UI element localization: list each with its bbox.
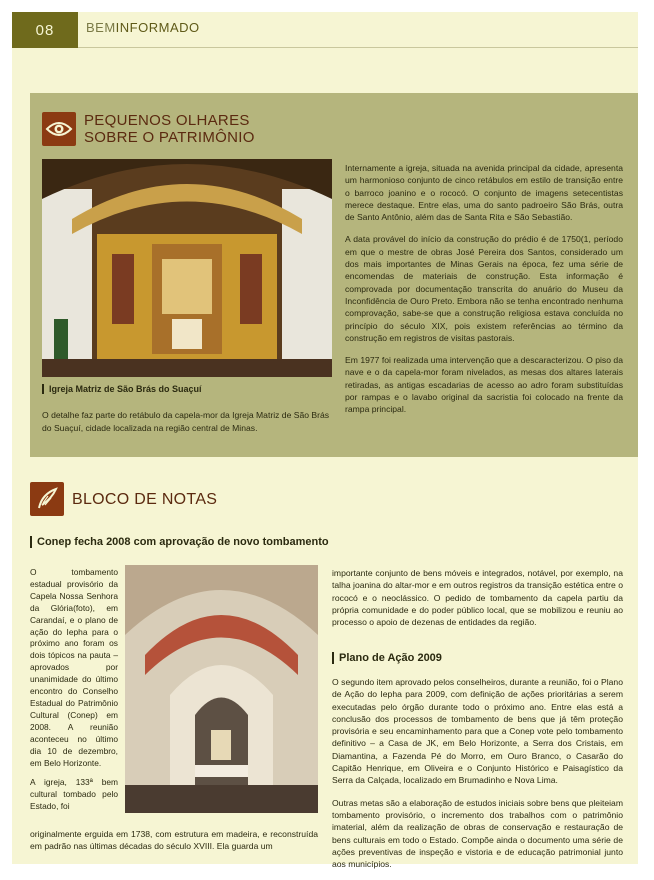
header-divider [78, 47, 638, 48]
photo-caption: O detalhe faz parte do retábulo da capela-mor da Igreja Matriz de São Brás do Suaçuí, cidade localizada na região central de Minas. [42, 410, 330, 433]
page-number: 08 [12, 12, 78, 48]
brand-prefix: BEM [86, 20, 116, 35]
article1-paragraph: O tombamento estadual provisório da Capela Nossa Senhora da Glória(foto), em Carandaí, e o plano de ação do Iepha para o próximo ano foram os dois tópicos na pauta – aprovados por unanimidade do último encontro do Conselho Estadual do Patrimônio Cultural (Conep) em 2008. A reunião aconteceu no último dia 10 de dezembro, em Belo Horizonte. [30, 567, 118, 768]
chapel-interior-photo [125, 565, 318, 813]
article2-paragraph: O segundo item aprovado pelos conselheiros, durante a reunião, foi o Plano de Ação do Iepha para 2009, com definição de ações prioritárias a serem executadas pelo órgão durante todo o próximo ano. Entre elas está a conclusão dos processos de tombamento de bens que já têm proteção provisória e seu encaminhamento para que a Conep vote pelo tombamento definitivo – a Casa de JK, em Belo Horizonte, a Serra dos Cristais, em Diamantina, a Fazenda Pé do Morro, em Ouro Branco, o Casarão do Capitão Henrique, em Oliveira e o Conjunto Histórico e Paisagístico da Serra da Calçada, localizado em Brumadinho e Nova Lima. [332, 677, 623, 786]
article1-title: Conep fecha 2008 com aprovação de novo tombamento [30, 536, 329, 548]
section1-paragraph: Em 1977 foi realizada uma intervenção que a descaracterizou. O piso da nave e o da capela-mor foram nivelados, as mesas dos altares laterais retiradas, as antigas escadarias de acesso ao adro foram substituídas por rampas e o lavabo original da sacristia foi colocado na frente da rampa principal. [345, 355, 623, 415]
section1-title-line2: SOBRE O PATRIMÔNIO [84, 129, 255, 146]
article1-right-column: importante conjunto de bens móveis e integrados, notável, por exemplo, na talha joanina do altar-mor e em outros registros da transição estética entre o rococó e o neoclássico. O pedido de tombamento da capela partiu da própria comunidade e do poder público local, que se mobilizou e reuniu ao processo o apoio de dezenas de entidades da região. [332, 568, 623, 628]
article2-title: Plano de Ação 2009 [332, 652, 442, 664]
article2-body [332, 676, 623, 880]
article1-left-column [30, 567, 118, 821]
section1-paragraph: A data provável do início da construção do prédio é de 1750(1, período em que o mestre de obras José Pereira dos Santos, considerado um dos mais importantes de Minas Gerais na época, fez uma série de encomendas de materiais de construção. Esta informação é comprovada por documentação transcrita do anuário do Museu da Inconfidência de Ouro Preto. Embora não se tenha encontrado nenhuma comprovação, sabe-se que a construção religiosa estava concluída no princípio do século XIX, pois existem referências ao término da construção em registros de visitas pastorais. [345, 234, 623, 343]
feather-icon [30, 482, 64, 516]
section1-paragraph: Internamente a igreja, situada na avenida principal da cidade, apresenta um harmonioso conjunto de cinco retábulos em estilo de transição entre o barroco joanino e o rococó. O conjunto de imagens setecentistas merece destaque. Entre elas, uma do santo padroeiro São Brás, outra de Santo Antônio, além das de Santa Rita e São Sebastião. [345, 163, 623, 223]
section1-body [345, 162, 623, 426]
photo-caption-title: Igreja Matriz de São Brás do Suaçuí [42, 384, 202, 394]
magazine-brand [86, 20, 200, 35]
church-altar-photo [42, 159, 332, 377]
article1-continuation: originalmente erguida em 1738, com estrutura em madeira, e reconstruída em padrão nas últimas décadas do século XVIII. Ela guarda um [30, 829, 318, 852]
article1-paragraph: A igreja, 133ª bem cultural tombado pelo Estado, foi [30, 777, 118, 812]
eye-icon [42, 112, 76, 146]
article2-paragraph: Outras metas são a elaboração de estudos iniciais sobre bens que pleiteiam tombamento provisório, o incremento dos trabalhos com o patrimônio imaterial, além da realização de obras de conservação e restauração de bens culturais em todo o Estado. Compõe ainda o documento uma série de ações preventivas de inspeção e vistoria e de educação patrimonial junto aos municípios. [332, 797, 623, 870]
section1-title [84, 112, 255, 146]
section2-title: BLOCO DE NOTAS [72, 490, 218, 508]
section1-title-line1: PEQUENOS OLHARES [84, 112, 250, 129]
brand-suffix: INFORMADO [115, 20, 200, 35]
section2-header [30, 482, 217, 516]
section1-header [42, 112, 255, 146]
